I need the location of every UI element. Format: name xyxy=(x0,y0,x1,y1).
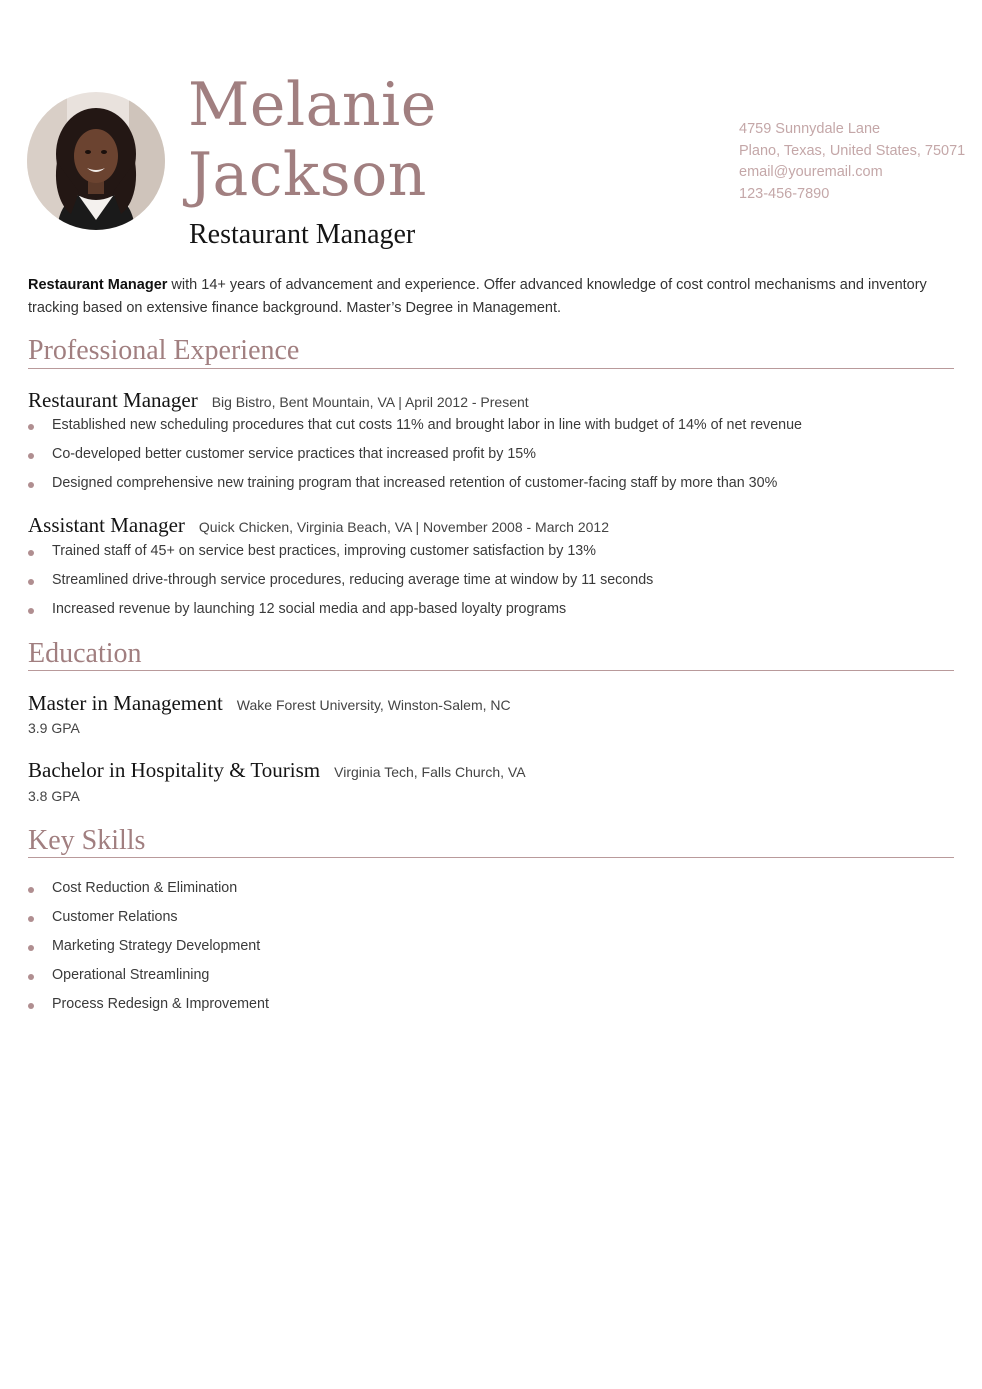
bullet-dot-icon xyxy=(28,550,34,556)
education-1-school: Wake Forest University, Winston-Salem, NC xyxy=(236,697,511,713)
job-1-title: Restaurant Manager xyxy=(28,388,198,412)
job-2-header xyxy=(28,513,609,538)
education-divider xyxy=(28,670,954,671)
job-2-title: Assistant Manager xyxy=(28,513,185,537)
skill-text: Customer Relations xyxy=(52,909,178,925)
list-item xyxy=(28,874,269,903)
education-2-school: Virginia Tech, Falls Church, VA xyxy=(334,764,526,780)
bullet-text: Increased revenue by launching 12 social media and app-based loyalty programs xyxy=(52,601,567,617)
skills-heading: Key Skills xyxy=(28,825,146,856)
bullet-dot-icon xyxy=(28,1003,34,1009)
job-title: Restaurant Manager xyxy=(189,219,416,250)
bullet-dot-icon xyxy=(28,482,34,488)
list-item xyxy=(28,411,802,440)
skill-text: Marketing Strategy Development xyxy=(52,938,261,954)
list-item xyxy=(28,537,653,566)
person-photo-icon xyxy=(27,92,165,230)
job-1-header xyxy=(28,388,529,413)
list-item xyxy=(28,961,269,990)
bullet-dot-icon xyxy=(28,608,34,614)
skill-text: Process Redesign & Improvement xyxy=(52,996,269,1012)
bullet-text: Co-developed better customer service practices that increased profit by 15% xyxy=(52,446,536,462)
bullet-text: Established new scheduling procedures that cut costs 11% and brought labor in line with budget of 14% of net revenue xyxy=(52,417,803,433)
job-1-bullets xyxy=(28,411,802,498)
experience-heading: Professional Experience xyxy=(28,335,300,366)
education-2-degree: Bachelor in Hospitality & Tourism xyxy=(28,758,321,782)
list-item xyxy=(28,595,653,624)
bullet-dot-icon xyxy=(28,916,34,922)
job-2-meta: Quick Chicken, Virginia Beach, VA | November 2008 - March 2012 xyxy=(198,519,609,535)
education-2-header xyxy=(28,758,526,783)
bullet-text: Designed comprehensive new training program that increased retention of customer-facing staff by more than 30% xyxy=(52,475,778,491)
education-1-gpa: 3.9 GPA xyxy=(28,720,80,736)
candidate-name xyxy=(188,70,437,210)
list-item xyxy=(28,469,802,498)
bullet-dot-icon xyxy=(28,453,34,459)
bullet-dot-icon xyxy=(28,579,34,585)
bullet-dot-icon xyxy=(28,887,34,893)
bullet-text: Streamlined drive-through service procedures, reducing average time at window by 11 seconds xyxy=(52,572,654,588)
experience-divider xyxy=(28,368,954,369)
contact-block xyxy=(739,119,979,205)
profile-photo xyxy=(27,92,165,230)
phone-number: 123-456-7890 xyxy=(739,185,830,202)
address-line-1: 4759 Sunnydale Lane xyxy=(739,121,881,137)
bullet-text: Trained staff of 45+ on service best practices, improving customer satisfaction by 13% xyxy=(52,543,596,559)
last-name: Jackson xyxy=(188,140,427,210)
first-name: Melanie xyxy=(188,70,437,140)
education-1-header xyxy=(28,691,511,716)
email-address[interactable]: email@youremail.com xyxy=(739,164,883,180)
summary-lead: Restaurant Manager xyxy=(28,277,168,293)
list-item xyxy=(28,440,802,469)
skills-list xyxy=(28,874,269,1019)
education-2-gpa: 3.8 GPA xyxy=(28,788,80,804)
education-1-degree: Master in Management xyxy=(28,691,223,715)
bullet-dot-icon xyxy=(28,974,34,980)
skills-divider xyxy=(28,857,954,858)
job-2-bullets xyxy=(28,537,653,624)
list-item xyxy=(28,903,269,932)
list-item xyxy=(28,932,269,961)
list-item xyxy=(28,566,653,595)
skill-text: Operational Streamlining xyxy=(52,967,210,983)
address-line-2: Plano, Texas, United States, 75071 xyxy=(739,142,966,159)
education-heading: Education xyxy=(28,638,142,669)
bullet-dot-icon xyxy=(28,424,34,430)
summary-paragraph xyxy=(28,274,958,319)
job-1-meta: Big Bistro, Bent Mountain, VA | April 2012 - Present xyxy=(211,394,529,410)
summary-text: with 14+ years of advancement and experience. Offer advanced knowledge of cost control mechanisms and inventory tracking based on extensive finance background. Master’s Degree in Management. xyxy=(28,277,927,316)
skill-text: Cost Reduction & Elimination xyxy=(52,880,238,896)
list-item xyxy=(28,990,269,1019)
bullet-dot-icon xyxy=(28,945,34,951)
